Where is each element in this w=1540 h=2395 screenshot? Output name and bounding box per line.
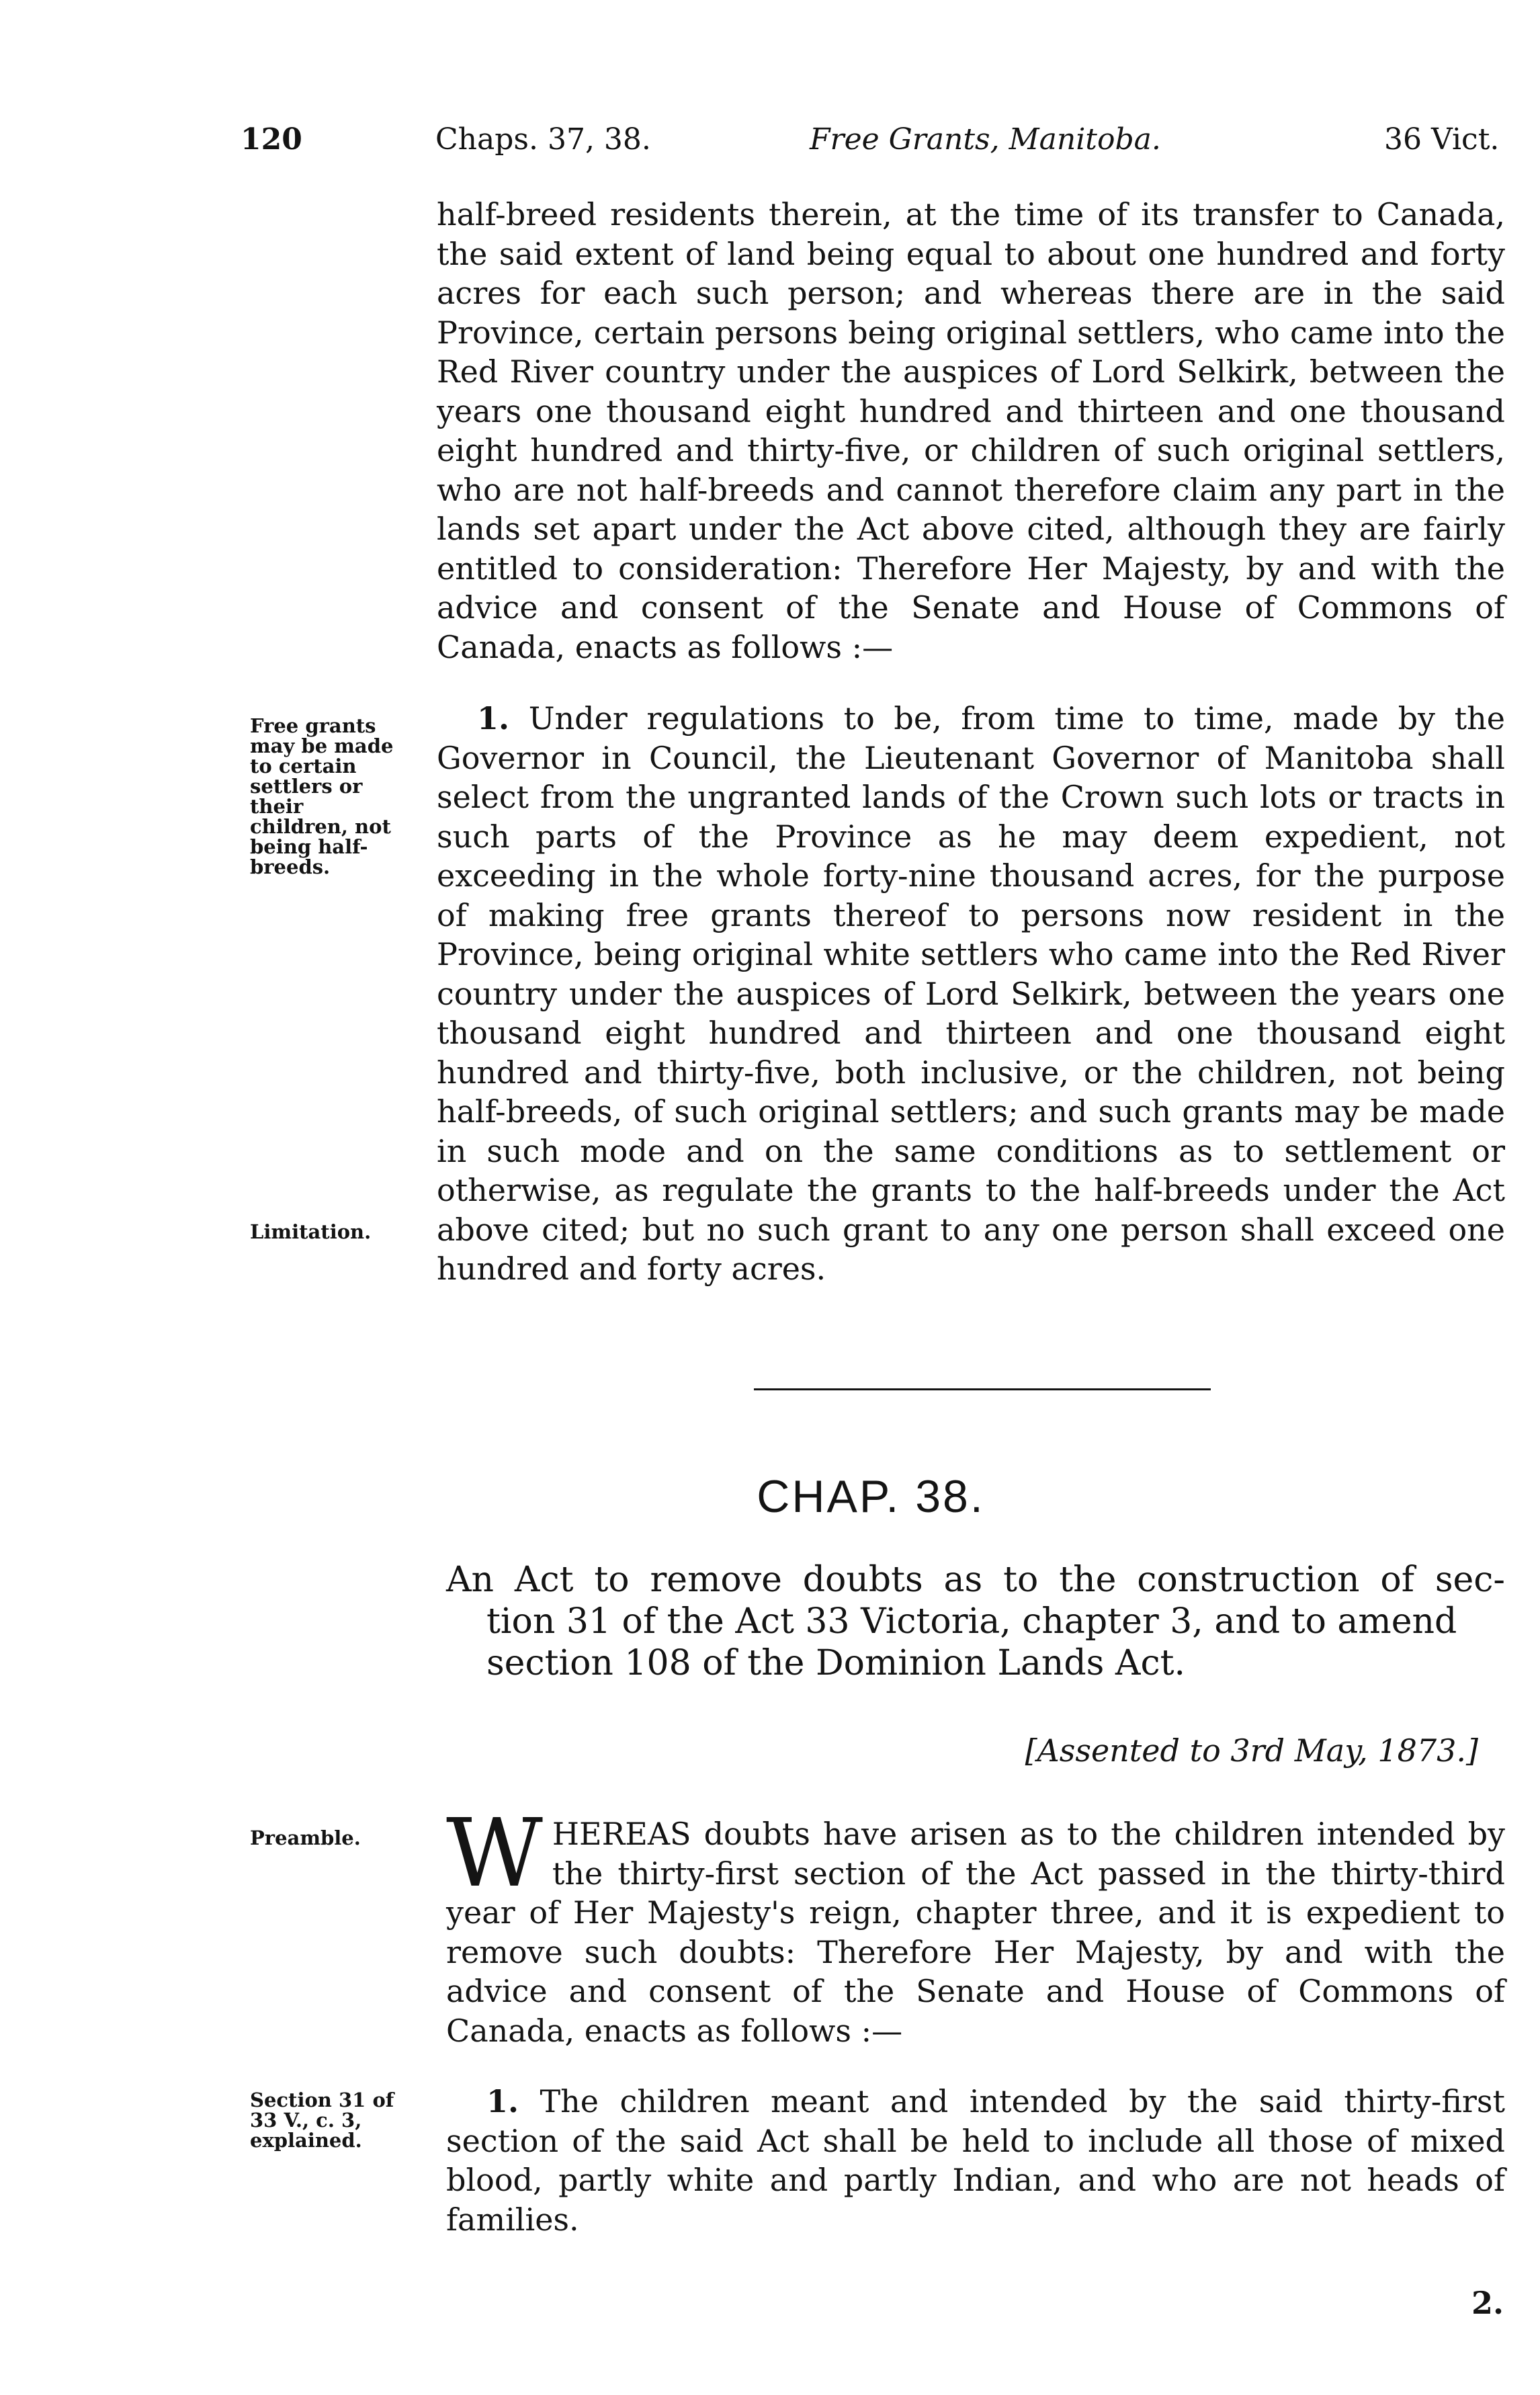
chap37-preamble-continuation: half-breed residents therein, at the time of its transfer to Canada, the said extent of land being equal to about one hundred and forty acres for each such person; and whereas there are in the said Province, certain persons being original settlers, who came into the Red River country under the auspices of Lord Selkirk, between the years one thousand eight hundred and thirteen and one thousand eight hundred and thirty-five, or children of such original settlers, who are not half-breeds and cannot therefore claim any part in the lands set apart under the Act above cited, although they are fairly entitled to consideration: Therefore Her Majesty, by and with the advice and consent of the Senate and House of Commons of Canada, enacts as follows :— — [437, 196, 1505, 665]
act-title-line-2: tion 31 of the Act 33 Victoria, chapter 3, and to amend — [486, 1601, 1457, 1642]
assent-date: [Assented to 3rd May, 1873.] — [1025, 1732, 1478, 1769]
act-title-line-3: section 108 of the Dominion Lands Act. — [486, 1643, 1185, 1683]
page-number: 120 — [241, 122, 302, 157]
chap37-section-1 — [437, 699, 1505, 1289]
margin-note-free-grants: Free grants may be made to certain settlers or their children, not being half-breeds. — [250, 714, 394, 878]
act-title — [446, 1559, 1505, 1684]
regnal-year: 36 Vict. — [1384, 122, 1500, 157]
chapter-range: Chaps. 37, 38. — [435, 122, 651, 157]
preamble-text: doubts have arisen as to the children intended by the thirty-first section of the Act passed in the thirty-third year of Her Majesty's reign, chapter three, and it is expedient to remove such doubts: Therefore Her Majesty, by and with the advice and consent of the Senate and House of Commons of Canada, enacts as follows :— — [446, 1816, 1505, 2049]
preamble-opening: HEREAS — [552, 1816, 691, 1852]
chapter-heading: CHAP. 38. — [757, 1471, 985, 1522]
margin-note-preamble: Preamble. — [250, 1826, 361, 1849]
running-title: Free Grants, Manitoba. — [810, 122, 1161, 157]
running-header — [0, 122, 1540, 169]
drop-cap: W — [446, 1799, 543, 1908]
section-number: 1. — [477, 700, 510, 737]
act-title-line-1: An Act to remove doubts as to the construction of sec- — [446, 1560, 1505, 1600]
section-text: The children meant and intended by the said thirty-first section of the said Act shall be held to include all those of mixed blood, partly white and partly Indian, and who are not heads of families. — [446, 2083, 1505, 2238]
section-text: Under regulations to be, from time to time, made by the Governor in Council, the Lieutenant Governor of Manitoba shall select from the ungranted lands of the Crown such lots or tracts in such parts of the Province as he may deem expedient, not exceeding in the whole forty-nine thousand acres, for the purpose of making free grants thereof to persons now resident in the Province, being original white settlers who came into the Red River country under the auspices of Lord Selkirk, between the years one thousand eight hundred and thirteen and one thousand eight hundred and thirty-five, both inclusive, or the children, not being half-breeds, of such original settlers; and such grants may be made in such mode and on the same conditions as to settlement or otherwise, as regulate the grants to the half-breeds under the Act above cited; but no such grant to any one person shall exceed one hundred and forty acres. — [437, 700, 1505, 1287]
margin-note-section-31: Section 31 of 33 V., c. 3, explained. — [250, 2089, 394, 2152]
catchword: 2. — [1471, 2285, 1504, 2321]
chap38-section-1 — [446, 2082, 1505, 2239]
margin-note-limitation: Limitation. — [250, 1220, 372, 1243]
chap38-preamble — [446, 1799, 1505, 2050]
section-divider — [754, 1388, 1211, 1390]
section-number: 1. — [486, 2083, 519, 2119]
